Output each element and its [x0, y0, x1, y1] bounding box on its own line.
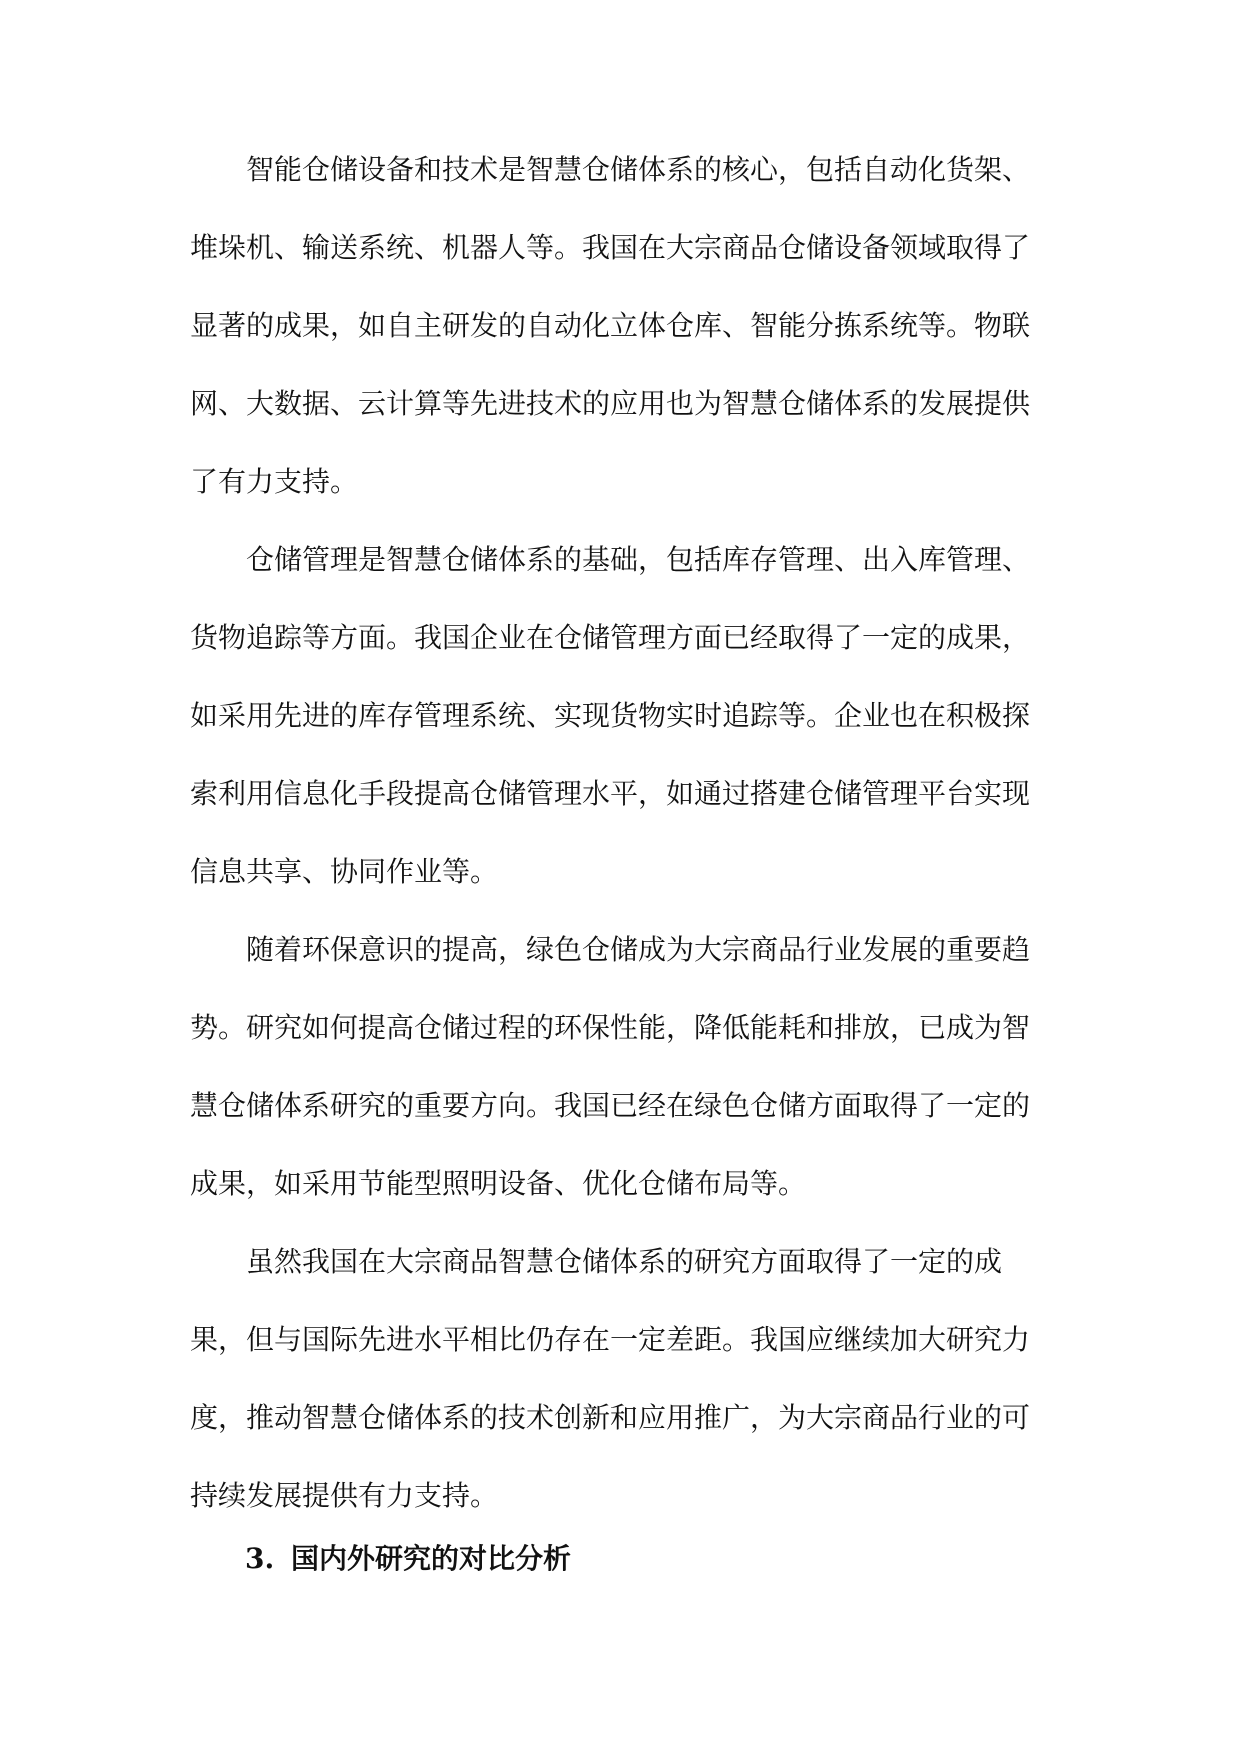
paragraph-summary	[190, 1223, 1070, 1535]
paragraph-line: 随着环保意识的提高，绿色仓储成为大宗商品行业发展的重要趋	[246, 933, 1031, 966]
paragraph-green-warehousing	[190, 911, 1070, 1223]
paragraph-line: 虽然我国在大宗商品智慧仓储体系的研究方面取得了一定的成	[246, 1245, 1003, 1278]
paragraph-line: 货物追踪等方面。我国企业在仓储管理方面已经取得了一定的成果，	[190, 621, 1031, 654]
paragraph-line: 索利用信息化手段提高仓储管理水平，如通过搭建仓储管理平台实现	[190, 777, 1031, 810]
paragraph-line: 显著的成果，如自主研发的自动化立体仓库、智能分拣系统等。物联	[190, 309, 1031, 342]
paragraph-smart-equipment	[190, 131, 1070, 521]
paragraph-warehouse-management	[190, 521, 1070, 911]
paragraph-line: 成果，如采用节能型照明设备、优化仓储布局等。	[190, 1167, 807, 1200]
paragraph-line: 势。研究如何提高仓储过程的环保性能，降低能耗和排放，已成为智	[190, 1011, 1031, 1044]
paragraph-line: 慧仓储体系研究的重要方向。我国已经在绿色仓储方面取得了一定的	[190, 1089, 1031, 1122]
paragraph-line: 网、大数据、云计算等先进技术的应用也为智慧仓储体系的发展提供	[190, 387, 1031, 420]
paragraph-line: 持续发展提供有力支持。	[190, 1479, 499, 1512]
paragraph-line: 果，但与国际先进水平相比仍存在一定差距。我国应继续加大研究力	[190, 1323, 1031, 1356]
paragraph-line: 了有力支持。	[190, 465, 359, 498]
paragraph-line: 智能仓储设备和技术是智慧仓储体系的核心，包括自动化货架、	[246, 153, 1031, 186]
section-title: 国内外研究的对比分析	[291, 1542, 572, 1575]
section-heading	[245, 1520, 571, 1598]
paragraph-line: 堆垛机、输送系统、机器人等。我国在大宗商品仓储设备领域取得了	[190, 231, 1031, 264]
paragraph-line: 如采用先进的库存管理系统、实现货物实时追踪等。企业也在积极探	[190, 699, 1031, 732]
paragraph-line: 度，推动智慧仓储体系的技术创新和应用推广，为大宗商品行业的可	[190, 1401, 1031, 1434]
section-number: 3.	[245, 1542, 275, 1575]
paragraph-line: 仓储管理是智慧仓储体系的基础，包括库存管理、出入库管理、	[246, 543, 1031, 576]
paragraph-line: 信息共享、协同作业等。	[190, 855, 499, 888]
